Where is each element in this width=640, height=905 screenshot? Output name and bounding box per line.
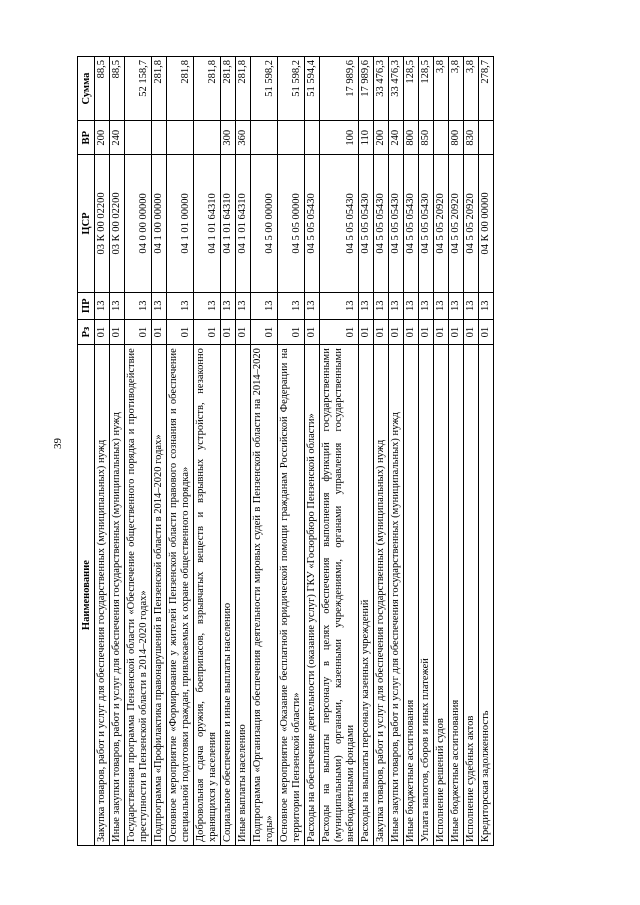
- cell-pr: 13: [479, 292, 494, 319]
- cell-name: Расходы на выплаты персоналу в целях обеспечения выполнения функций государственными (муниципальными) органами, казенными учреждениями, органами управления государственными внебюджетными фондами: [320, 345, 359, 846]
- cell-vr: [152, 121, 167, 155]
- cell-vr: 800: [404, 121, 419, 155]
- cell-rz: 01: [125, 320, 152, 345]
- table-row: [320, 57, 359, 846]
- cell-rz: 01: [320, 320, 359, 345]
- cell-rz: 01: [305, 320, 320, 345]
- cell-pr: 13: [251, 292, 278, 319]
- cell-vr: [479, 121, 494, 155]
- cell-sum: 33 476,3: [389, 57, 404, 121]
- cell-pr: 13: [194, 292, 221, 319]
- cell-csr: 03 К 00 02200: [95, 155, 110, 292]
- cell-vr: 100: [320, 121, 359, 155]
- cell-csr: 04 5 05 20920: [464, 155, 479, 292]
- cell-csr: 04 5 05 05430: [419, 155, 434, 292]
- cell-sum: 281,8: [221, 57, 236, 121]
- cell-csr: 04 5 05 20920: [434, 155, 449, 292]
- cell-pr: 13: [320, 292, 359, 319]
- cell-pr: 13: [95, 292, 110, 319]
- table-row: [464, 57, 479, 846]
- cell-name: Расходы на выплаты персоналу казенных учреждений: [359, 345, 374, 846]
- cell-vr: [167, 121, 194, 155]
- table-row: [221, 57, 236, 846]
- cell-sum: 281,8: [236, 57, 251, 121]
- cell-csr: 04 5 05 05430: [389, 155, 404, 292]
- cell-pr: 13: [125, 292, 152, 319]
- cell-csr: 04 0 00 00000: [125, 155, 152, 292]
- cell-pr: 13: [419, 292, 434, 319]
- cell-name: Исполнение судебных актов: [464, 345, 479, 846]
- cell-csr: 04 5 05 05430: [374, 155, 389, 292]
- cell-sum: 128,5: [404, 57, 419, 121]
- cell-sum: 88,5: [110, 57, 125, 121]
- cell-vr: 360: [236, 121, 251, 155]
- cell-vr: [251, 121, 278, 155]
- budget-table-container: [77, 56, 623, 846]
- table-row: [389, 57, 404, 846]
- cell-vr: 200: [95, 121, 110, 155]
- cell-csr: 04 5 05 00000: [278, 155, 305, 292]
- table-row: [125, 57, 152, 846]
- cell-pr: 13: [167, 292, 194, 319]
- cell-sum: 278,7: [479, 57, 494, 121]
- cell-pr: 13: [278, 292, 305, 319]
- cell-csr: 04 1 01 64310: [221, 155, 236, 292]
- cell-vr: [194, 121, 221, 155]
- cell-sum: 17 989,6: [320, 57, 359, 121]
- cell-sum: 88,5: [95, 57, 110, 121]
- cell-vr: 800: [449, 121, 464, 155]
- table-row: [404, 57, 419, 846]
- cell-name: Государственная программа Пензенской области «Обеспечение общественного порядка и противодействие преступности в Пензенской области в 2014–2020 годах»: [125, 345, 152, 846]
- cell-sum: 281,8: [152, 57, 167, 121]
- cell-csr: 04 1 01 64310: [236, 155, 251, 292]
- cell-rz: 01: [464, 320, 479, 345]
- cell-csr: 04 5 05 20920: [449, 155, 464, 292]
- cell-pr: 13: [434, 292, 449, 319]
- cell-csr: 04 5 05 05430: [320, 155, 359, 292]
- cell-name: Закупка товаров, работ и услуг для обеспечения государственных (муниципальных) нужд: [374, 345, 389, 846]
- cell-csr: 04 5 05 05430: [305, 155, 320, 292]
- cell-csr: 04 5 05 05430: [404, 155, 419, 292]
- table-row: [278, 57, 305, 846]
- cell-rz: 01: [167, 320, 194, 345]
- header-row: [78, 57, 95, 846]
- cell-sum: 128,5: [419, 57, 434, 121]
- cell-vr: 240: [110, 121, 125, 155]
- cell-sum: 51 594,4: [305, 57, 320, 121]
- table-row: [167, 57, 194, 846]
- cell-name: Расходы на обеспечение деятельности (оказание услуг) ГКУ «Госюрбюро Пензенской области»: [305, 345, 320, 846]
- header-vr: ВР: [78, 121, 95, 155]
- cell-vr: [305, 121, 320, 155]
- table-row: [194, 57, 221, 846]
- cell-rz: 01: [389, 320, 404, 345]
- cell-name: Социальное обеспечение и иные выплаты населению: [221, 345, 236, 846]
- cell-name: Иные бюджетные ассигнования: [449, 345, 464, 846]
- table-row: [110, 57, 125, 846]
- table-row: [251, 57, 278, 846]
- cell-name: Кредиторская задолженность: [479, 345, 494, 846]
- cell-sum: 51 598,2: [278, 57, 305, 121]
- cell-rz: 01: [110, 320, 125, 345]
- table-row: [449, 57, 464, 846]
- cell-rz: 01: [449, 320, 464, 345]
- cell-vr: [125, 121, 152, 155]
- cell-name: Закупка товаров, работ и услуг для обеспечения государственных (муниципальных) нужд: [95, 345, 110, 846]
- header-name: Наименование: [78, 345, 95, 846]
- cell-name: Основное мероприятие «Формирование у жителей Пензенской области правового сознания и обеспечение специальной подготовки граждан, привлекаемых к охране общественного порядка»: [167, 345, 194, 846]
- cell-name: Иные бюджетные ассигнования: [404, 345, 419, 846]
- cell-name: Добровольная сдача оружия, боеприпасов, взрывчатых веществ и взрывных устройств, незаконно хранящихся у населения: [194, 345, 221, 846]
- cell-pr: 13: [110, 292, 125, 319]
- header-rz: Рз: [78, 320, 95, 345]
- cell-pr: 13: [236, 292, 251, 319]
- header-sum: Сумма: [78, 57, 95, 121]
- cell-vr: 110: [359, 121, 374, 155]
- cell-pr: 13: [305, 292, 320, 319]
- cell-csr: 03 К 00 02200: [110, 155, 125, 292]
- cell-name: Исполнение решений судов: [434, 345, 449, 846]
- table-row: [374, 57, 389, 846]
- cell-rz: 01: [236, 320, 251, 345]
- cell-csr: 04 5 05 05430: [359, 155, 374, 292]
- cell-rz: 01: [278, 320, 305, 345]
- table-row: [479, 57, 494, 846]
- cell-vr: 200: [374, 121, 389, 155]
- table-row: [152, 57, 167, 846]
- cell-rz: 01: [152, 320, 167, 345]
- page-number: 39: [52, 438, 64, 449]
- table-row: [434, 57, 449, 846]
- cell-vr: 240: [389, 121, 404, 155]
- cell-sum: 3,8: [449, 57, 464, 121]
- cell-name: Основное мероприятие «Оказание бесплатной юридической помощи гражданам Российской Федерации на территории Пензенской области»: [278, 345, 305, 846]
- cell-rz: 01: [404, 320, 419, 345]
- table-row: [419, 57, 434, 846]
- cell-rz: 01: [434, 320, 449, 345]
- cell-csr: 04 5 00 00000: [251, 155, 278, 292]
- cell-rz: 01: [359, 320, 374, 345]
- cell-sum: 3,8: [434, 57, 449, 121]
- cell-rz: 01: [374, 320, 389, 345]
- cell-vr: [278, 121, 305, 155]
- cell-pr: 13: [449, 292, 464, 319]
- cell-pr: 13: [374, 292, 389, 319]
- cell-pr: 13: [464, 292, 479, 319]
- header-pr: ПР: [78, 292, 95, 319]
- cell-pr: 13: [404, 292, 419, 319]
- cell-pr: 13: [389, 292, 404, 319]
- table-row: [359, 57, 374, 846]
- cell-pr: 13: [359, 292, 374, 319]
- cell-sum: 3,8: [464, 57, 479, 121]
- cell-name: Иные закупки товаров, работ и услуг для обеспечения государственных (муниципальных) нужд: [110, 345, 125, 846]
- cell-pr: 13: [152, 292, 167, 319]
- cell-vr: 850: [419, 121, 434, 155]
- cell-rz: 01: [419, 320, 434, 345]
- cell-vr: 300: [221, 121, 236, 155]
- cell-pr: 13: [221, 292, 236, 319]
- cell-name: Уплата налогов, сборов и иных платежей: [419, 345, 434, 846]
- cell-csr: 04 1 00 00000: [152, 155, 167, 292]
- cell-name: Иные выплаты населению: [236, 345, 251, 846]
- cell-name: Подпрограмма «Организация обеспечения деятельности мировых судей в Пензенской области на 2014–2020 годы»: [251, 345, 278, 846]
- cell-sum: 33 476,3: [374, 57, 389, 121]
- table-row: [95, 57, 110, 846]
- budget-table: [77, 56, 494, 846]
- cell-rz: 01: [221, 320, 236, 345]
- cell-rz: 01: [251, 320, 278, 345]
- cell-sum: 52 158,7: [125, 57, 152, 121]
- cell-name: Иные закупки товаров, работ и услуг для обеспечения государственных (муниципальных) нужд: [389, 345, 404, 846]
- cell-sum: 51 598,2: [251, 57, 278, 121]
- cell-sum: 17 989,6: [359, 57, 374, 121]
- cell-rz: 01: [194, 320, 221, 345]
- cell-vr: [434, 121, 449, 155]
- cell-csr: 04 К 00 00000: [479, 155, 494, 292]
- cell-csr: 04 1 01 64310: [194, 155, 221, 292]
- cell-vr: 830: [464, 121, 479, 155]
- cell-csr: 04 1 01 00000: [167, 155, 194, 292]
- cell-name: Подпрограмма «Профилактика правонарушений в Пензенской области в 2014–2020 годах»: [152, 345, 167, 846]
- cell-sum: 281,8: [167, 57, 194, 121]
- table-row: [236, 57, 251, 846]
- header-csr: ЦСР: [78, 155, 95, 292]
- cell-sum: 281,8: [194, 57, 221, 121]
- cell-rz: 01: [95, 320, 110, 345]
- table-row: [305, 57, 320, 846]
- cell-rz: 01: [479, 320, 494, 345]
